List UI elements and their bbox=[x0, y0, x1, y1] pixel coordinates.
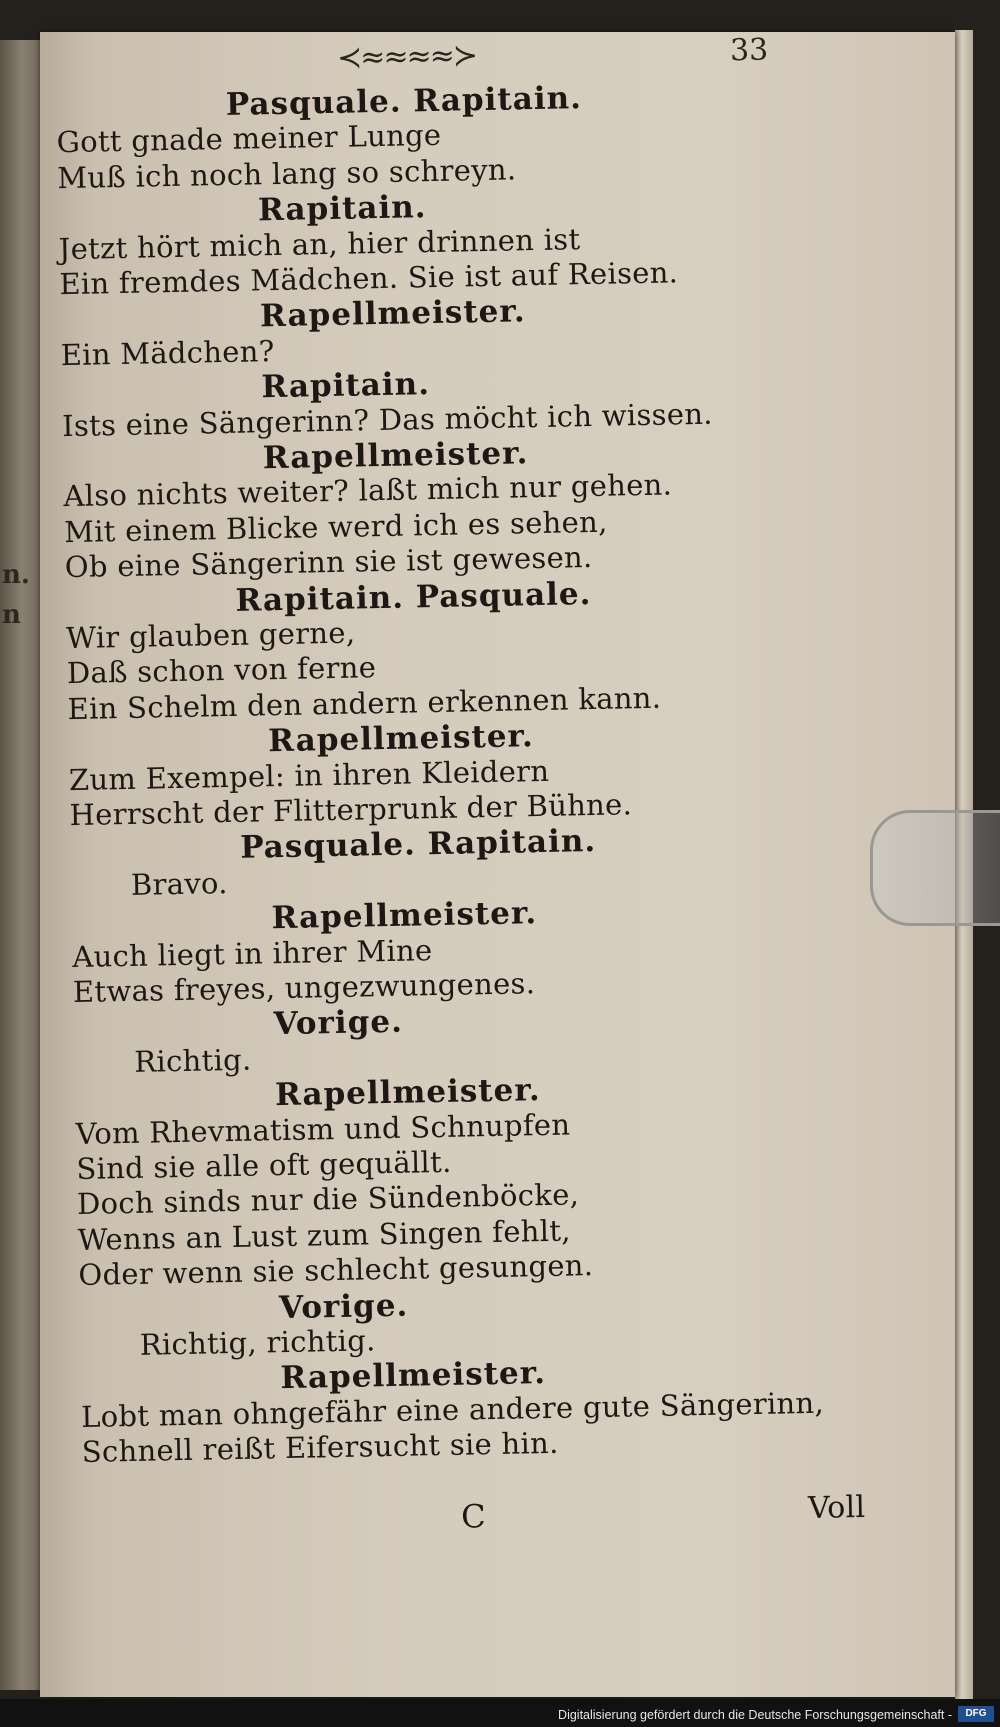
speaker-heading: Rapitain. bbox=[257, 189, 427, 229]
verse-line: Richtig, richtig. bbox=[139, 1323, 376, 1362]
verse-line: Wenns an Lust zum Singen fehlt, bbox=[77, 1213, 572, 1257]
speaker-heading: Rapellmeister. bbox=[271, 895, 538, 937]
page-clip bbox=[870, 810, 1000, 926]
speaker-heading: Vorige. bbox=[278, 1287, 409, 1326]
verse-line: Doch sinds nur die Sündenböcke, bbox=[76, 1177, 580, 1222]
verse-line: Sind sie alle oft gequällt. bbox=[76, 1144, 452, 1186]
page-number: 33 bbox=[729, 32, 769, 69]
speaker-heading: Rapitain. Pasquale. bbox=[235, 575, 592, 619]
book-page bbox=[40, 32, 955, 1697]
speaker-heading: Pasquale. Rapitain. bbox=[239, 823, 597, 867]
digitization-footer bbox=[0, 1699, 1000, 1727]
verse-line: Gott gnade meiner Lunge bbox=[56, 118, 442, 160]
verse-line: Vom Rhevmatism und Schnupfen bbox=[75, 1107, 571, 1151]
page-text-block bbox=[25, 23, 972, 1705]
speaker-heading: Rapellmeister. bbox=[262, 435, 529, 477]
verse-line: Daß schon von ferne bbox=[66, 650, 377, 691]
verse-line: Ists eine Sängerinn? Das möcht ich wissen. bbox=[61, 396, 714, 443]
verse-line: Bravo. bbox=[130, 865, 229, 902]
verse-line: Richtig. bbox=[134, 1042, 252, 1079]
verse-line: Oder wenn sie schlecht gesungen. bbox=[78, 1248, 594, 1293]
margin-fragment: n. bbox=[2, 560, 30, 590]
verse-line: Mit einem Blicke werd ich es sehen, bbox=[63, 504, 608, 549]
margin-fragment: n bbox=[2, 600, 21, 630]
verse-line: Jetzt hört mich an, hier drinnen ist bbox=[58, 221, 581, 266]
verse-line: Wir glauben gerne, bbox=[65, 615, 356, 656]
verse-line: Lobt man ohngefähr eine andere gute Sängerinn, bbox=[80, 1385, 825, 1434]
speaker-heading: Rapellmeister. bbox=[280, 1355, 547, 1397]
verse-line: Zum Exempel: in ihren Kleidern bbox=[68, 753, 550, 797]
verse-line: Also nichts weiter? laßt mich nur gehen. bbox=[63, 467, 673, 514]
verse-line: Ein fremdes Mädchen. Sie ist auf Reisen. bbox=[59, 255, 679, 302]
verse-line: Ein Schelm den andern erkennen kann. bbox=[67, 680, 662, 726]
speaker-heading: Vorige. bbox=[273, 1004, 404, 1043]
speaker-heading: Rapitain. bbox=[261, 366, 431, 406]
header-ornament: ≺≈≈≈≈≻ bbox=[336, 38, 477, 76]
verse-line: Auch liegt in ihrer Mine bbox=[71, 932, 433, 974]
funding-credit: Digitalisierung gefördert durch die Deutsche Forschungsgemeinschaft - bbox=[558, 1708, 952, 1722]
speaker-heading: Rapellmeister. bbox=[267, 718, 535, 760]
verse-line: Schnell reißt Eifersucht sie hin. bbox=[81, 1425, 559, 1470]
speaker-heading: Rapellmeister. bbox=[274, 1072, 541, 1114]
verse-line: Ein Mädchen? bbox=[60, 333, 275, 372]
dfg-logo: DFG bbox=[958, 1706, 994, 1722]
verse-line: Muß ich noch lang so schreyn. bbox=[57, 152, 517, 195]
signature-mark: C bbox=[460, 1497, 487, 1536]
catchword: Voll bbox=[807, 1489, 866, 1527]
verse-line: Ob eine Sängerinn sie ist gewesen. bbox=[64, 540, 593, 585]
verse-line: Herrscht der Flitterprunk der Bühne. bbox=[69, 787, 633, 833]
speaker-heading: Rapellmeister. bbox=[259, 293, 526, 335]
verse-line: Etwas freyes, ungezwungenes. bbox=[72, 966, 536, 1010]
speaker-heading: Pasquale. Rapitain. bbox=[225, 80, 583, 123]
